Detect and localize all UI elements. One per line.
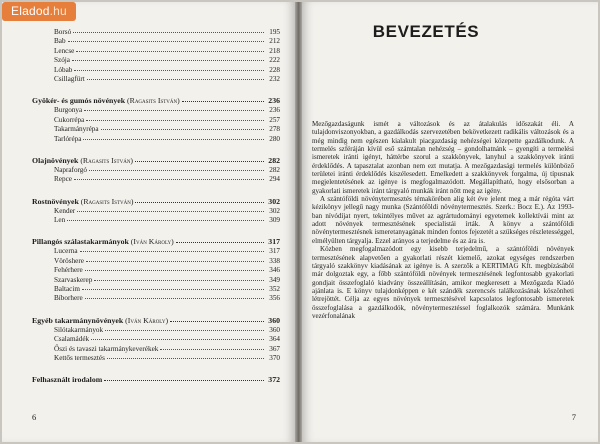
- toc-entry: [32, 66, 280, 75]
- toc-entry-page: 302: [269, 206, 280, 215]
- toc-leader-dots: [94, 280, 264, 281]
- toc-leader-dots: [86, 120, 264, 121]
- toc-entry: [32, 354, 280, 363]
- toc-entry-page: 280: [269, 134, 280, 143]
- book-gutter: [295, 2, 302, 442]
- toc-entry-page: 228: [269, 65, 280, 74]
- toc-leader-dots: [107, 358, 264, 359]
- toc-entry-page: 278: [269, 125, 280, 134]
- toc-entry-label: Fehérhere: [54, 266, 83, 275]
- toc-section-title: Pillangós szálastakarmányok: [32, 237, 129, 247]
- toc-section-author: (Ragasits István): [127, 96, 180, 106]
- toc-entry-page: 282: [269, 165, 280, 174]
- page-number-right: 7: [571, 412, 576, 422]
- toc-section-heading: [32, 197, 280, 207]
- toc-entry: [32, 116, 280, 125]
- toc-entry: [32, 207, 280, 216]
- toc-section-title: Rostnövények: [32, 196, 79, 206]
- toc-entry-label: Takarmányrépa: [54, 125, 99, 134]
- toc-leader-dots: [85, 270, 264, 271]
- toc-section-title: Gyökér- és gumós növények: [32, 96, 126, 106]
- toc-leader-dots: [77, 211, 264, 212]
- toc-leader-dots: [135, 202, 264, 203]
- toc-leader-dots: [68, 41, 264, 42]
- toc-entry-page: 370: [269, 353, 280, 362]
- toc-entry-label: Csillagfürt: [54, 74, 85, 83]
- toc-section-heading: [32, 316, 280, 326]
- toc-section-author: (Ragasits István): [80, 196, 134, 206]
- toc-entry: [32, 345, 280, 354]
- toc-entry: [32, 106, 280, 115]
- toc-entry-page: 195: [269, 28, 280, 36]
- toc-leader-dots: [101, 129, 264, 130]
- toc-entry-label: Len: [54, 216, 66, 225]
- toc-leader-dots: [84, 110, 264, 111]
- toc-leader-dots: [87, 79, 264, 80]
- toc-section-heading: [32, 96, 280, 106]
- toc-entry-label: Borsó: [54, 28, 72, 36]
- toc-leader-dots: [74, 70, 264, 71]
- toc-section-heading: [32, 375, 280, 385]
- toc-entry-label: Szója: [54, 56, 70, 65]
- toc-leader-dots: [74, 179, 264, 180]
- site-watermark: [2, 2, 76, 21]
- toc-entry-label: Kettős termesztés: [54, 353, 105, 362]
- table-of-contents: [32, 28, 280, 385]
- toc-entry-page: 360: [269, 325, 280, 334]
- toc-section-author: (Iván Károly): [125, 315, 169, 325]
- toc-entry: [32, 125, 280, 134]
- toc-leader-dots: [160, 349, 264, 350]
- toc-entry: [32, 37, 280, 46]
- toc-leader-dots: [104, 380, 264, 381]
- toc-leader-dots: [89, 170, 264, 171]
- page-number-left: 6: [32, 412, 37, 422]
- toc-leader-dots: [86, 261, 264, 262]
- toc-section-page: 236: [268, 96, 280, 106]
- toc-entry: [32, 294, 280, 303]
- toc-entry-page: 338: [269, 256, 280, 265]
- toc-entry-page: 349: [269, 275, 280, 284]
- toc-entry-label: Kender: [54, 206, 76, 215]
- toc-entry-label: Lucerna: [54, 247, 78, 256]
- toc-section-page: 372: [268, 375, 280, 385]
- toc-leader-dots: [182, 101, 264, 102]
- toc-leader-dots: [91, 339, 264, 340]
- toc-entry-label: Őszi és tavaszi takarmánykeverékek: [54, 344, 159, 353]
- toc-leader-dots: [82, 289, 264, 290]
- toc-entry-label: Szarvaskerep: [54, 275, 93, 284]
- toc-entry: [32, 56, 280, 65]
- paragraph: Közben megfogalmazódott egy kisebb terjedelmű, a szántóföldi növények termesztésének alapvetően a gyakorlati részét kiemelő, azokat egységes rendszerben tárgyaló szakkönyv kiadásának az igénye is. A szerzők a KERTIMAG Kft. megbízásából már dolgoztak egy, a főbb szántóföldi növények termesztésének legfontosabb gyakorlati gondjait összefoglaló kiadvány összeállításán, amikor megkeresett a Mezőgazda Kiadó ajánlata is. E könyv tulajdonképpen e két szándék szerencsés találkozásának köszönheti létrejöttét. Célja az egyes növények termesztésével kapcsolatos legfontosabb ismeretek összefoglalása a gazdálkodók, növénytermesztéssel foglalkozók számára. Munkánk vezérfonalának: [312, 245, 574, 320]
- toc-entry-label: Silótakarmányok: [54, 325, 104, 334]
- toc-entry: [32, 135, 280, 144]
- toc-entry-label: Cukorrépa: [54, 115, 85, 124]
- toc-entry: [32, 175, 280, 184]
- toc-entry-label: Bíborhere: [54, 294, 83, 303]
- toc-entry-page: 236: [269, 106, 280, 115]
- toc-entry-page: 317: [269, 247, 280, 256]
- toc-leader-dots: [105, 330, 264, 331]
- toc-leader-dots: [83, 139, 264, 140]
- toc-leader-dots: [76, 51, 264, 52]
- paragraph: A szántóföldi növénytermesztés témakörében alig két éve jelent meg a már régóta várt kézikönyv jellegű nagy munka (Szántóföldi növénytermesztés. Szerk.: Bocz E.). Az 1993-ban nívódíjat nyert, tekintélyes művet az agrártudományi egyetemek kollektívái mint az adott növények termesztésének specialistái írták. A könyv a szántóföldi növénytermesztésnek ismeretanyagának minden fontos fejezetét a szükséges részletességgel, elmélyülten tárgyalja. Ezzel arányos a terjedelme és az ára is.: [312, 195, 574, 245]
- toc-leader-dots: [72, 60, 264, 61]
- chapter-title: BEVEZETÉS: [372, 22, 480, 41]
- toc-leader-dots: [85, 298, 264, 299]
- toc-entry: [32, 75, 280, 84]
- toc-leader-dots: [67, 220, 264, 221]
- toc-section-author: (Ragasits István): [80, 155, 134, 165]
- toc-entry-label: Csalamádék: [54, 335, 90, 344]
- toc-entry-label: Lencse: [54, 46, 75, 55]
- toc-entry-page: 352: [269, 285, 280, 294]
- toc-leader-dots: [176, 242, 264, 243]
- toc-entry: [32, 216, 280, 225]
- toc-entry: [32, 276, 280, 285]
- toc-section-title: Felhasznált irodalom: [32, 375, 103, 385]
- toc-entry-label: Lóbab: [54, 65, 73, 74]
- toc-entry: [32, 257, 280, 266]
- toc-entry: [32, 28, 280, 37]
- toc-entry-page: 232: [269, 74, 280, 83]
- toc-entry-page: 346: [269, 266, 280, 275]
- toc-entry-page: 364: [269, 335, 280, 344]
- toc-entry-label: Bab: [54, 37, 66, 46]
- toc-entry-page: 356: [269, 294, 280, 303]
- toc-entry-label: Baltacim: [54, 285, 80, 294]
- toc-entry: [32, 285, 280, 294]
- toc-leader-dots: [80, 251, 264, 252]
- toc-leader-dots: [135, 161, 264, 162]
- toc-entry-label: Repce: [54, 175, 72, 184]
- toc-entry: [32, 166, 280, 175]
- toc-entry: [32, 266, 280, 275]
- toc-entry-label: Tarlórépa: [54, 134, 82, 143]
- toc-section-heading: [32, 156, 280, 166]
- toc-entry-label: Burgonya: [54, 106, 83, 115]
- toc-entry-label: Napraforgó: [54, 165, 87, 174]
- toc-section-page: 302: [268, 196, 280, 206]
- toc-entry-page: 309: [269, 216, 280, 225]
- toc-entry-page: 222: [269, 56, 280, 65]
- toc-entry-page: 367: [269, 344, 280, 353]
- toc-entry: [32, 326, 280, 335]
- toc-entry: [32, 335, 280, 344]
- toc-entry-page: 294: [269, 175, 280, 184]
- paragraph: Mezőgazdaságunk ismét a változások és az átalakulás időszakát éli. A tulajdonviszonyokban, a gazdálkodás szervezetében bekövetkezett radikális változások és a még mindig nem egészen kialakult piacgazdaság nehézségei közepette gazdálkodunk. A termelés szféráján kívül eső számtalan nehézség – gondolhatnánk – gyengíti a termelési ismeretek iránti igényt, háttérbe szorul a szakkönyvek, lanyhul a szakkönyvek iránti érdeklődés. A tapasztalat azonban nem ezt mutatja. A mezőgazdasági termelés különböző területei iránti érdeklődés kiszélesedett. Emelkedett a szakkönyvek forgalma, új típusnak megjelentetésének az igénye is megfogalmazódott. Megállapítható, hogy elsősorban a gyakorlati ismeretek iránt tárgyaló munkák iránt nőtt meg az igény.: [312, 120, 574, 195]
- watermark-tld: .hu: [49, 4, 67, 18]
- toc-leader-dots: [73, 32, 264, 33]
- toc-entry: [32, 247, 280, 256]
- toc-section-page: 360: [268, 315, 280, 325]
- toc-section-heading: [32, 237, 280, 247]
- toc-entry-page: 257: [269, 115, 280, 124]
- toc-entry-page: 212: [269, 37, 280, 46]
- toc-section-title: Egyéb takarmánynövények: [32, 315, 124, 325]
- introduction-text: [312, 120, 574, 320]
- watermark-brand: Eladod: [11, 4, 50, 18]
- toc-entry-page: 218: [269, 46, 280, 55]
- toc-section-author: (Iván Károly): [130, 237, 174, 247]
- toc-entry-label: Vöröshere: [54, 256, 84, 265]
- toc-section-title: Olajnövények: [32, 155, 79, 165]
- toc-entry: [32, 47, 280, 56]
- toc-leader-dots: [170, 321, 264, 322]
- toc-section-page: 317: [268, 237, 280, 247]
- toc-section-page: 282: [268, 155, 280, 165]
